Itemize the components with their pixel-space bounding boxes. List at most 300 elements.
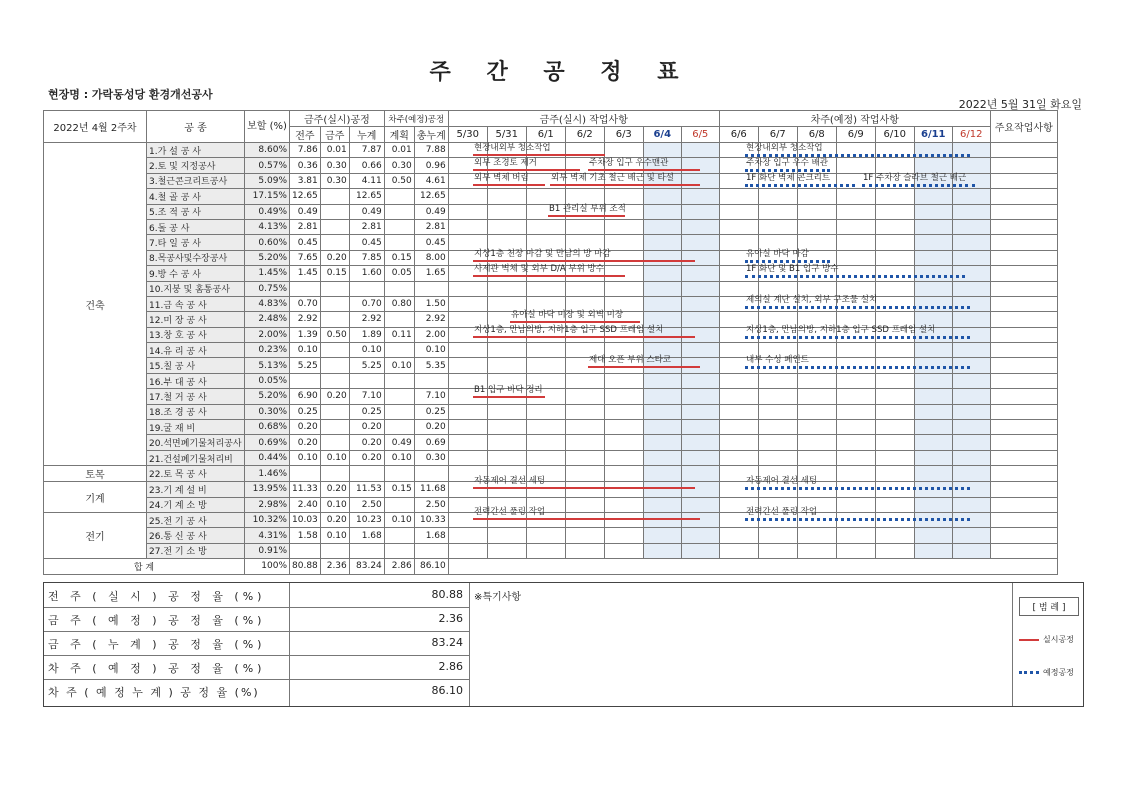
cell-name: 21.건설폐기물처리비: [147, 450, 245, 465]
day-cell: [758, 450, 797, 465]
remark-cell: [990, 173, 1057, 188]
day-cell: [643, 482, 681, 497]
cell-cum: 2.50: [349, 497, 384, 512]
remark-cell: [990, 235, 1057, 250]
remark-cell: [990, 312, 1057, 327]
cell-cur: [320, 204, 349, 219]
cell-prev: 7.86: [290, 143, 321, 158]
cell-plan: 0.80: [384, 296, 414, 311]
cell-cum: 0.70: [349, 296, 384, 311]
actual-progress-bar: [473, 336, 695, 338]
cell-total: 2.81: [414, 219, 448, 234]
day-cell: [836, 497, 875, 512]
day-cell: [448, 296, 487, 311]
cell-prev: 7.65: [290, 250, 321, 265]
day-cell: [604, 543, 643, 558]
cell-plan: 0.15: [384, 250, 414, 265]
legend-actual: 실시공정: [1019, 634, 1079, 645]
day-cell: [914, 373, 952, 388]
day-cell: [952, 266, 990, 281]
day-cell: [448, 189, 487, 204]
cell-cum: 2.81: [349, 219, 384, 234]
day-cell: [914, 435, 952, 450]
cell-cur: [320, 343, 349, 358]
cell-plan: [384, 420, 414, 435]
day-cell: [604, 482, 643, 497]
cell-cur: 0.20: [320, 512, 349, 527]
cell-cum: 0.45: [349, 235, 384, 250]
day-cell: [643, 296, 681, 311]
cell-prev: 0.10: [290, 450, 321, 465]
cell-w: 1.46%: [245, 466, 290, 482]
day-cell: [914, 466, 952, 482]
day-cell: [681, 250, 719, 265]
remark-cell: [990, 482, 1057, 497]
total-row: [44, 559, 1058, 574]
day-cell: [565, 450, 604, 465]
day-cell: [565, 497, 604, 512]
actual-header: 금주(실시)공정: [290, 111, 385, 127]
day-cell: [836, 466, 875, 482]
cell-w: 0.75%: [245, 281, 290, 296]
day-cell: [797, 404, 836, 419]
cell-plan: [384, 389, 414, 404]
day-cell: [952, 450, 990, 465]
day-cell: [914, 219, 952, 234]
planned-progress-bar: [745, 306, 970, 309]
work-item-label: 전력간선 풀링 작업: [746, 506, 818, 517]
day-cell: [448, 281, 487, 296]
table-row: [44, 373, 1058, 388]
cell-cur: 0.30: [320, 158, 349, 173]
cell-name: 7.타 일 공 사: [147, 235, 245, 250]
cell-total: 0.69: [414, 435, 448, 450]
cell-plan: 0.05: [384, 266, 414, 281]
legend-title: [ 범 례 ]: [1019, 597, 1079, 616]
work-item-label: 외부 벽체 버림: [474, 173, 529, 184]
remark-cell: [990, 327, 1057, 342]
cell-total: 7.10: [414, 389, 448, 404]
cell-name: 11.금 속 공 사: [147, 296, 245, 311]
day-cell: [604, 404, 643, 419]
day-cell: [643, 497, 681, 512]
day-cell: [836, 204, 875, 219]
cell-cum: 4.11: [349, 173, 384, 188]
cell-cur: 0.10: [320, 450, 349, 465]
day-cell: [952, 343, 990, 358]
total-cum: 83.24: [349, 559, 384, 574]
day-header: 6/2: [565, 127, 604, 143]
cell-plan: 0.10: [384, 358, 414, 373]
cell-plan: [384, 543, 414, 558]
day-cell: [604, 389, 643, 404]
day-cell: [797, 450, 836, 465]
summary-row: 차 주 ( 예 정 ) 공 정 율 (%) 2.86: [44, 655, 469, 680]
cell-w: 5.20%: [245, 250, 290, 265]
day-cell: [719, 543, 758, 558]
cell-name: 9.방 수 공 사: [147, 266, 245, 281]
day-cell: [914, 389, 952, 404]
day-cell: [797, 373, 836, 388]
table-row: [44, 281, 1058, 296]
day-cell: [758, 543, 797, 558]
cell-total: 0.10: [414, 343, 448, 358]
day-cell: [719, 219, 758, 234]
day-cell: [952, 404, 990, 419]
cell-total: 8.00: [414, 250, 448, 265]
day-cell: [758, 404, 797, 419]
day-cell: [914, 420, 952, 435]
work-item-label: B1 입구 바닥 정리: [474, 385, 543, 396]
day-cell: [681, 466, 719, 482]
cell-w: 10.32%: [245, 512, 290, 527]
day-cell: [487, 343, 526, 358]
work-item-label: 외부 벽체 기초 철근 배근 및 타설: [551, 173, 674, 184]
cell-prev: 1.45: [290, 266, 321, 281]
day-cell: [875, 389, 914, 404]
remark-cell: [990, 543, 1057, 558]
day-cell: [565, 420, 604, 435]
day-cell: [487, 435, 526, 450]
planned-progress-bar: [745, 336, 970, 339]
notes-title: ※특기사항: [474, 592, 522, 603]
actual-progress-bar: [548, 215, 625, 217]
cell-prev: [290, 373, 321, 388]
cell-total: 2.50: [414, 497, 448, 512]
cell-name: 8.목공사및수장공사: [147, 250, 245, 265]
day-cell: [952, 373, 990, 388]
next-week-header: 차주(예정) 작업사항: [719, 111, 990, 127]
day-cell: [952, 204, 990, 219]
total-label: 합 계: [44, 559, 245, 574]
legend: [1019, 597, 1079, 678]
cell-name: 2.토 및 지정공사: [147, 158, 245, 173]
day-cell: [448, 435, 487, 450]
day-header: 5/30: [448, 127, 487, 143]
day-cell: [875, 543, 914, 558]
day-cell: [952, 420, 990, 435]
remark-cell: [990, 296, 1057, 311]
day-cell: [604, 266, 643, 281]
cell-w: 0.57%: [245, 158, 290, 173]
day-header: 6/4: [643, 127, 681, 143]
day-cell: [681, 219, 719, 234]
work-item-label: 지상1층, 만남의방, 지하1층 입구 SSD 프레임 설치: [474, 324, 664, 335]
day-cell: [719, 420, 758, 435]
cell-w: 0.91%: [245, 543, 290, 558]
cell-plan: 0.10: [384, 512, 414, 527]
work-item-label: 지상1층 천장 마감 및 만남의 방 마감: [474, 249, 611, 260]
summary-row: 차 주 ( 예 정 누 계 ) 공 정 율 (%) 86.10: [48, 684, 463, 699]
day-cell: [681, 281, 719, 296]
remark-cell: [990, 281, 1057, 296]
cell-total: 0.96: [414, 158, 448, 173]
work-item-label: 제의실 계단 설치, 외부 구조물 설치: [746, 294, 878, 305]
cell-prev: 0.20: [290, 435, 321, 450]
cell-w: 0.60%: [245, 235, 290, 250]
cell-total: 0.20: [414, 420, 448, 435]
day-cell: [448, 219, 487, 234]
day-cell: [681, 528, 719, 543]
cell-total: 4.61: [414, 173, 448, 188]
day-cell: [448, 404, 487, 419]
day-cell: [797, 204, 836, 219]
day-cell: [952, 435, 990, 450]
cell-plan: [384, 373, 414, 388]
cell-total: 1.65: [414, 266, 448, 281]
cell-total: 10.33: [414, 512, 448, 527]
cell-cur: [320, 219, 349, 234]
cell-plan: [384, 281, 414, 296]
cell-cum: 2.92: [349, 312, 384, 327]
day-cell: [836, 543, 875, 558]
cell-prev: 1.39: [290, 327, 321, 342]
cell-cur: [320, 466, 349, 482]
day-cell: [952, 389, 990, 404]
cell-cur: [320, 435, 349, 450]
day-cell: [487, 358, 526, 373]
cell-name: 16.부 대 공 사: [147, 373, 245, 388]
day-cell: [448, 358, 487, 373]
remark-cell: [990, 158, 1057, 173]
day-cell: [875, 266, 914, 281]
cell-prev: 6.90: [290, 389, 321, 404]
day-cell: [604, 281, 643, 296]
report-date: 2022년 5월 31일 화요일: [958, 98, 1082, 111]
day-cell: [526, 219, 565, 234]
summary-row: 금 주 ( 예 정 ) 공 정 율 (%) 2.36: [44, 607, 469, 632]
day-cell: [952, 235, 990, 250]
day-header: 6/3: [604, 127, 643, 143]
cell-plan: [384, 189, 414, 204]
day-cell: [836, 450, 875, 465]
cell-prev: 1.58: [290, 528, 321, 543]
cell-plan: [384, 466, 414, 482]
day-cell: [836, 389, 875, 404]
cell-name: 27.전 기 소 방: [147, 543, 245, 558]
day-cell: [681, 343, 719, 358]
cell-name: 22.토 목 공 사: [147, 466, 245, 482]
cell-total: 0.49: [414, 204, 448, 219]
day-cell: [681, 266, 719, 281]
cell-total: 2.92: [414, 312, 448, 327]
day-cell: [487, 420, 526, 435]
day-cell: [914, 204, 952, 219]
legend-plan: 예정공정: [1019, 667, 1079, 678]
table-row: [44, 450, 1058, 465]
cell-cum: 11.53: [349, 482, 384, 497]
day-cell: [914, 450, 952, 465]
day-cell: [836, 404, 875, 419]
actual-progress-bar: [588, 366, 700, 368]
work-item-label: 자동제어 결선 세팅: [746, 476, 818, 487]
cell-w: 5.20%: [245, 389, 290, 404]
day-cell: [604, 219, 643, 234]
cell-total: 5.35: [414, 358, 448, 373]
cell-name: 24.기 계 소 방: [147, 497, 245, 512]
col-total: 총누계: [414, 127, 448, 143]
day-cell: [604, 512, 643, 527]
day-header: 6/12: [952, 127, 990, 143]
day-cell: [643, 219, 681, 234]
cell-plan: [384, 497, 414, 512]
site-name: 현장명 : 가락동성당 환경개선공사: [48, 88, 213, 101]
work-item-label: 현장내외부 청소작업: [474, 143, 551, 153]
cell-w: 1.45%: [245, 266, 290, 281]
day-cell: [836, 528, 875, 543]
day-cell: [681, 435, 719, 450]
day-cell: [681, 296, 719, 311]
day-cell: [758, 389, 797, 404]
day-cell: [914, 235, 952, 250]
day-cell: [526, 435, 565, 450]
day-cell: [914, 404, 952, 419]
day-cell: [797, 528, 836, 543]
cell-name: 17.철 거 공 사: [147, 389, 245, 404]
day-cell: [681, 204, 719, 219]
cell-cur: [320, 189, 349, 204]
remark-cell: [990, 358, 1057, 373]
day-cell: [643, 250, 681, 265]
day-cell: [836, 235, 875, 250]
cell-name: 20.석면폐기물처리공사: [147, 435, 245, 450]
day-header: 6/9: [836, 127, 875, 143]
work-item-label: 1F 주차장 슬라브 철근 배근: [863, 173, 967, 184]
day-cell: [643, 235, 681, 250]
day-cell: [875, 250, 914, 265]
cell-name: 3.철근콘크리트공사: [147, 173, 245, 188]
cell-cur: 0.10: [320, 528, 349, 543]
day-cell: [836, 435, 875, 450]
day-cell: [914, 266, 952, 281]
category-cell: 건축: [44, 143, 147, 466]
work-item-label: 주차장 입구 우수 배관: [746, 158, 829, 169]
cell-prev: [290, 543, 321, 558]
day-cell: [604, 497, 643, 512]
day-cell: [681, 497, 719, 512]
cell-total: [414, 373, 448, 388]
cell-cum: 0.49: [349, 204, 384, 219]
day-cell: [565, 512, 604, 527]
cell-total: 0.25: [414, 404, 448, 419]
cell-prev: 2.40: [290, 497, 321, 512]
cell-total: 0.45: [414, 235, 448, 250]
day-cell: [758, 528, 797, 543]
cell-prev: 0.25: [290, 404, 321, 419]
total-prev: 80.88: [290, 559, 321, 574]
cell-prev: 0.70: [290, 296, 321, 311]
day-cell: [875, 450, 914, 465]
cell-cum: 1.60: [349, 266, 384, 281]
cell-cum: 5.25: [349, 358, 384, 373]
day-cell: [643, 450, 681, 465]
day-cell: [604, 450, 643, 465]
day-header: 6/10: [875, 127, 914, 143]
remark-cell: [990, 404, 1057, 419]
cell-cur: 0.15: [320, 266, 349, 281]
day-cell: [875, 420, 914, 435]
day-cell: [875, 235, 914, 250]
day-cell: [487, 219, 526, 234]
cell-name: 18.조 경 공 사: [147, 404, 245, 419]
day-cell: [875, 281, 914, 296]
day-cell: [875, 528, 914, 543]
day-cell: [719, 373, 758, 388]
cell-w: 0.49%: [245, 204, 290, 219]
planned-progress-bar: [745, 487, 970, 490]
remark-cell: [990, 389, 1057, 404]
work-item-label: 제대 오픈 부위 스타코: [589, 355, 672, 366]
cell-plan: [384, 343, 414, 358]
cell-total: 1.68: [414, 528, 448, 543]
day-cell: [952, 296, 990, 311]
cell-cum: 7.87: [349, 143, 384, 158]
remark-cell: [990, 373, 1057, 388]
cell-prev: 3.81: [290, 173, 321, 188]
day-cell: [952, 250, 990, 265]
cell-plan: [384, 404, 414, 419]
day-cell: [526, 420, 565, 435]
day-cell: [643, 389, 681, 404]
work-item-label: 내부 수성 페인트: [746, 355, 809, 366]
cell-w: 0.30%: [245, 404, 290, 419]
cell-plan: 0.10: [384, 450, 414, 465]
cell-prev: 12.65: [290, 189, 321, 204]
table-row: [44, 219, 1058, 234]
planned-progress-bar: [745, 366, 970, 369]
remark-cell: [990, 450, 1057, 465]
cell-cur: 0.20: [320, 482, 349, 497]
cell-plan: [384, 528, 414, 543]
table-row: [44, 497, 1058, 512]
day-cell: [719, 204, 758, 219]
cell-w: 0.68%: [245, 420, 290, 435]
cell-prev: 0.20: [290, 420, 321, 435]
work-item-label: 현장내외부 청소작업: [746, 143, 823, 153]
day-cell: [565, 219, 604, 234]
cell-name: 25.전 기 공 사: [147, 512, 245, 527]
day-cell: [719, 389, 758, 404]
day-cell: [604, 420, 643, 435]
day-cell: [487, 450, 526, 465]
remark-cell: [990, 143, 1057, 158]
day-cell: [914, 497, 952, 512]
day-cell: [758, 204, 797, 219]
day-cell: [758, 435, 797, 450]
day-cell: [952, 466, 990, 482]
cell-cum: 1.68: [349, 528, 384, 543]
cell-w: 0.23%: [245, 343, 290, 358]
cell-cur: [320, 296, 349, 311]
remark-cell: [990, 497, 1057, 512]
cell-cur: [320, 358, 349, 373]
day-cell: [604, 528, 643, 543]
planned-progress-bar: [862, 184, 975, 187]
cell-cum: 0.66: [349, 158, 384, 173]
cell-name: 5.조 적 공 사: [147, 204, 245, 219]
cell-w: 5.09%: [245, 173, 290, 188]
day-header: 6/6: [719, 127, 758, 143]
cell-total: 12.65: [414, 189, 448, 204]
cell-name: 6.돌 공 사: [147, 219, 245, 234]
cell-cum: [349, 466, 384, 482]
cell-total: 2.00: [414, 327, 448, 342]
col-cum: 누계: [349, 127, 384, 143]
cell-w: 0.44%: [245, 450, 290, 465]
work-item-label: 1F 화단 벽체 콘크리트: [746, 173, 831, 184]
work-item-label: 주차장 입구 우수맨관: [589, 158, 669, 169]
day-cell: [914, 281, 952, 296]
